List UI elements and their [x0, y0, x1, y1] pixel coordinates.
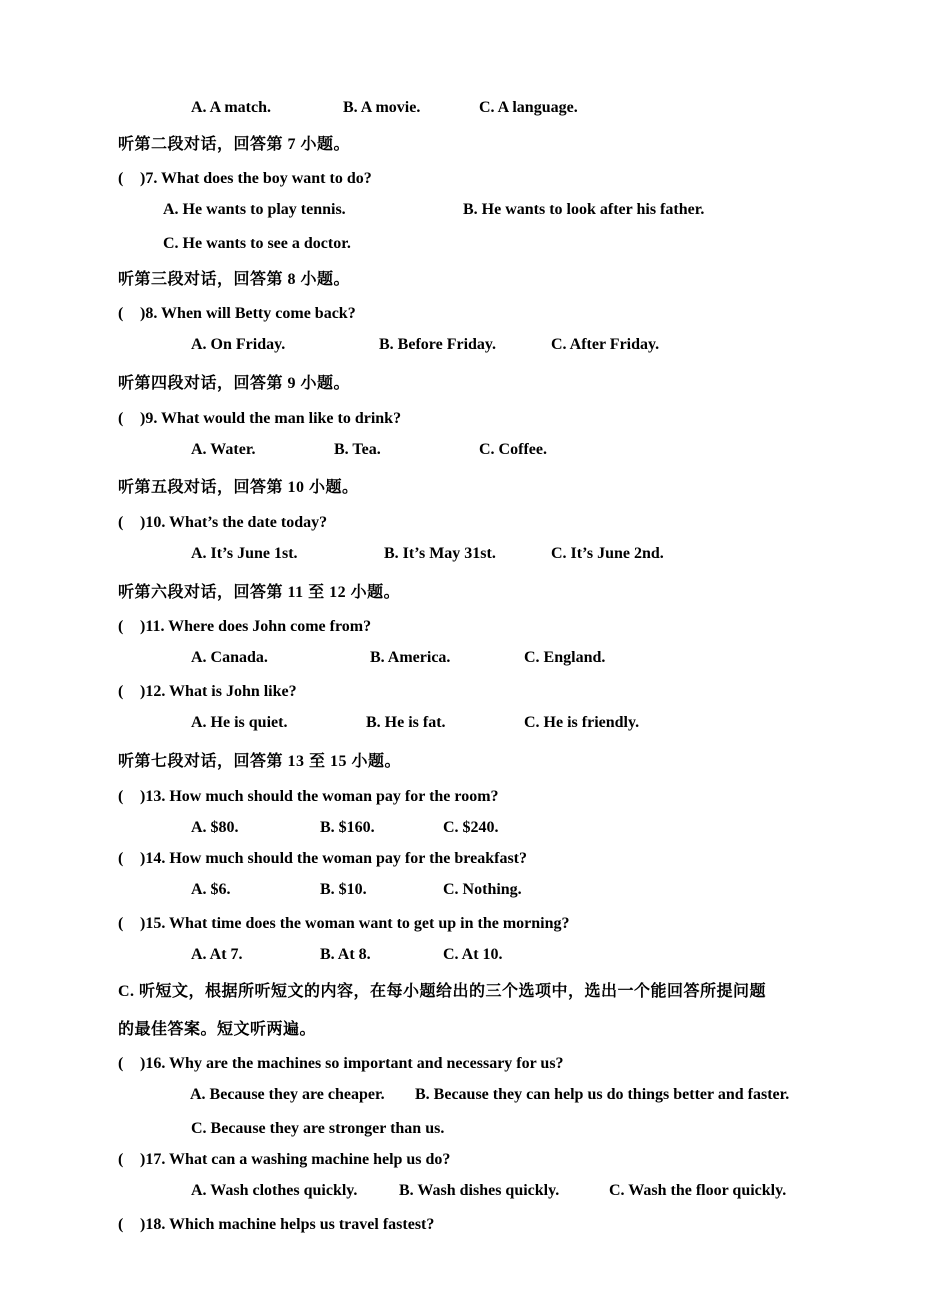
answer-blank: (: [118, 915, 124, 932]
q8-option-b: B. Before Friday.: [379, 336, 497, 353]
question-16: [118, 1054, 564, 1074]
q12-option-c: C. He is friendly.: [524, 714, 640, 731]
q10-option-a: A. It’s June 1st.: [191, 545, 298, 562]
answer-blank: (: [118, 1151, 124, 1168]
section-5-heading: 听第五段对话，回答第 10 小题。: [118, 479, 359, 496]
question-18: [118, 1215, 434, 1235]
question-8: [118, 304, 356, 324]
answer-blank: (: [118, 514, 124, 531]
q13-option-a: A. $80.: [191, 819, 239, 836]
q11-option-b: B. America.: [370, 649, 451, 666]
q13-option-c: C. $240.: [443, 819, 499, 836]
q7-option-b: B. He wants to look after his father.: [463, 201, 705, 218]
q16-option-b: B. Because they can help us do things better and faster.: [415, 1086, 790, 1103]
question-18-stem: )18. Which machine helps us travel fastest?: [140, 1216, 435, 1233]
answer-blank: (: [118, 1216, 124, 1233]
q8-option-a: A. On Friday.: [191, 336, 286, 353]
question-14-stem: )14. How much should the woman pay for the breakfast?: [140, 850, 527, 867]
question-17-stem: )17. What can a washing machine help us do?: [140, 1151, 451, 1168]
question-11: [118, 617, 371, 637]
answer-blank: (: [118, 618, 124, 635]
q8-option-c: C. After Friday.: [551, 336, 660, 353]
question-15: [118, 914, 569, 934]
part-c-instructions: C. 听短文，根据所听短文的内容，在每小题给出的三个选项中，选出一个能回答所提问题: [118, 983, 767, 1000]
question-9-stem: )9. What would the man like to drink?: [140, 410, 402, 427]
question-13-stem: )13. How much should the woman pay for the room?: [140, 788, 499, 805]
answer-blank: (: [118, 410, 124, 427]
q16-option-a: A. Because they are cheaper.: [190, 1086, 385, 1103]
q14-option-b: B. $10.: [320, 881, 367, 898]
q16-option-c: C. Because they are stronger than us.: [191, 1120, 445, 1137]
q10-option-c: C. It’s June 2nd.: [551, 545, 664, 562]
q15-option-a: A. At 7.: [191, 946, 243, 963]
section-2-heading: 听第二段对话，回答第 7 小题。: [118, 136, 351, 153]
question-7: [118, 169, 372, 189]
q17-option-b: B. Wash dishes quickly.: [399, 1182, 560, 1199]
q7-option-a: A. He wants to play tennis.: [163, 201, 346, 218]
question-17: [118, 1150, 450, 1170]
question-11-stem: )11. Where does John come from?: [140, 618, 372, 635]
q11-option-a: A. Canada.: [191, 649, 268, 666]
q6-option-b: B. A movie.: [343, 99, 421, 116]
q14-option-c: C. Nothing.: [443, 881, 522, 898]
q13-option-b: B. $160.: [320, 819, 375, 836]
q9-option-a: A. Water.: [191, 441, 256, 458]
q9-option-b: B. Tea.: [334, 441, 381, 458]
answer-blank: (: [118, 850, 124, 867]
answer-blank: (: [118, 305, 124, 322]
q12-option-b: B. He is fat.: [366, 714, 446, 731]
q15-option-c: C. At 10.: [443, 946, 503, 963]
section-7-heading: 听第七段对话，回答第 13 至 15 小题。: [118, 753, 402, 770]
q17-option-a: A. Wash clothes quickly.: [191, 1182, 358, 1199]
question-13: [118, 787, 499, 807]
q14-option-a: A. $6.: [191, 881, 231, 898]
section-4-heading: 听第四段对话，回答第 9 小题。: [118, 375, 351, 392]
answer-blank: (: [118, 683, 124, 700]
question-9: [118, 409, 401, 429]
q17-option-c: C. Wash the floor quickly.: [609, 1182, 787, 1199]
q12-option-a: A. He is quiet.: [191, 714, 288, 731]
answer-blank: (: [118, 170, 124, 187]
q11-option-c: C. England.: [524, 649, 606, 666]
answer-blank: (: [118, 788, 124, 805]
question-16-stem: )16. Why are the machines so important and necessary for us?: [140, 1055, 564, 1072]
q6-option-c: C. A language.: [479, 99, 578, 116]
section-6-heading: 听第六段对话，回答第 11 至 12 小题。: [118, 584, 401, 601]
q9-option-c: C. Coffee.: [479, 441, 547, 458]
part-c-instructions-cont: 的最佳答案。短文听两遍。: [118, 1021, 317, 1038]
question-12: [118, 682, 297, 702]
question-14: [118, 849, 527, 869]
question-8-stem: )8. When will Betty come back?: [140, 305, 356, 322]
q6-option-a: A. A match.: [191, 99, 271, 116]
question-15-stem: )15. What time does the woman want to get up in the morning?: [140, 915, 570, 932]
question-7-stem: )7. What does the boy want to do?: [140, 170, 372, 187]
section-3-heading: 听第三段对话，回答第 8 小题。: [118, 271, 351, 288]
answer-blank: (: [118, 1055, 124, 1072]
question-12-stem: )12. What is John like?: [140, 683, 297, 700]
question-10: [118, 513, 327, 533]
q7-option-c: C. He wants to see a doctor.: [163, 235, 351, 252]
q15-option-b: B. At 8.: [320, 946, 371, 963]
q10-option-b: B. It’s May 31st.: [384, 545, 496, 562]
question-10-stem: )10. What’s the date today?: [140, 514, 328, 531]
